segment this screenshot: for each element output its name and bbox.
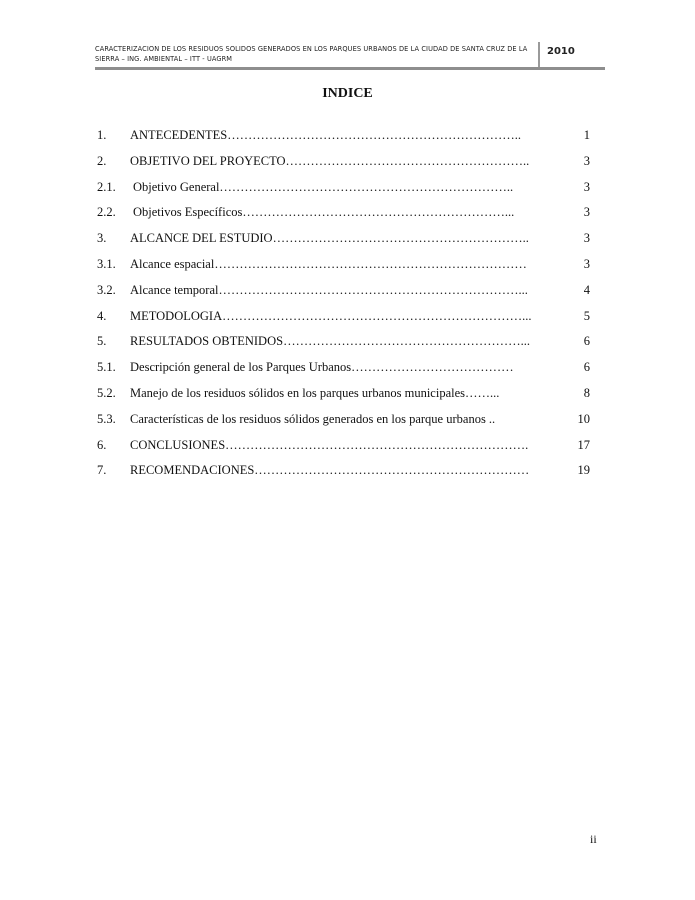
toc-entry [97,151,590,177]
page-title: INDICE [322,86,373,101]
toc-entry [97,435,590,461]
toc-entry [97,254,590,280]
toc-number: 5.1. [97,360,116,375]
toc-label: Objetivo General…………………………………………………………….. [133,179,514,194]
toc-page: 3 [583,205,590,220]
toc-entry [97,125,590,151]
toc-entry [97,177,590,203]
table-of-contents [97,125,590,486]
toc-page: 5 [583,308,590,323]
toc-number: 4. [97,308,107,323]
toc-entry [97,280,590,306]
toc-page: 3 [583,153,590,168]
toc-page: 4 [583,282,590,297]
toc-label: Alcance espacial………………………………………………………………… [130,256,527,271]
header-rule [95,67,605,70]
toc-label: Alcance temporal………………………………………………………………... [130,282,528,297]
toc-label: OBJETIVO DEL PROYECTO………………………………………………….. [130,153,530,168]
toc-label: ALCANCE DEL ESTUDIO…………………………………………………….. [130,231,529,246]
toc-number: 3.2. [97,282,116,297]
toc-number: 5.2. [97,385,116,400]
toc-number: 3. [97,231,107,246]
page-number: ii [590,832,597,846]
toc-page: 17 [577,437,590,452]
toc-entry [97,331,590,357]
toc-label: ANTECEDENTES…………………………………………………………….. [130,128,521,142]
toc-entry [97,357,590,383]
toc-page: 10 [577,411,590,426]
toc-page: 6 [583,334,590,349]
toc-label: Manejo de los residuos sólidos en los parques urbanos municipales……... [130,385,500,400]
toc-number: 2.1. [97,179,116,194]
toc-page: 3 [583,256,590,271]
toc-entry [97,383,590,409]
toc-entry [97,409,590,435]
toc-number: 1. [97,128,107,142]
toc-label: CONCLUSIONES………………………………………………………………. [130,437,529,452]
toc-page: 3 [583,179,590,194]
toc-number: 5. [97,334,107,349]
toc-entry [97,202,590,228]
toc-label: RESULTADOS OBTENIDOS…………………………………………………... [130,334,530,349]
toc-page: 19 [577,463,590,478]
toc-label: Objetivos Específicos………………………………………………………... [133,205,515,220]
header-divider [538,42,540,70]
toc-label: METODOLOGIA………………………………………………………………... [130,308,532,323]
toc-page: 3 [583,231,590,246]
toc-page: 1 [583,128,590,142]
toc-number: 7. [97,463,107,478]
toc-page: 6 [583,360,590,375]
toc-entry [97,306,590,332]
toc-entry [97,460,590,486]
toc-label: RECOMENDACIONES………………………………………………………… [130,463,530,478]
toc-number: 6. [97,437,107,452]
toc-number: 2.2. [97,205,116,220]
toc-label: Características de los residuos sólidos generados en los parque urbanos .. [130,411,496,426]
toc-number: 3.1. [97,256,116,271]
toc-number: 2. [97,153,107,168]
header-year: 2010 [547,46,575,57]
header-title: CARACTERIZACION DE LOS RESIDUOS SOLIDOS GENERADOS EN LOS PARQUES URBANOS DE LA CIUDAD DE SANTA CRUZ DE LA SIERRA – ING. AMBIENTAL – ITT - UAGRM [95,45,528,63]
toc-entry [97,228,590,254]
toc-number: 5.3. [97,411,116,426]
toc-label: Descripción general de los Parques Urbanos………………………………… [130,360,514,375]
toc-page: 8 [583,385,590,400]
page-header [95,42,605,70]
